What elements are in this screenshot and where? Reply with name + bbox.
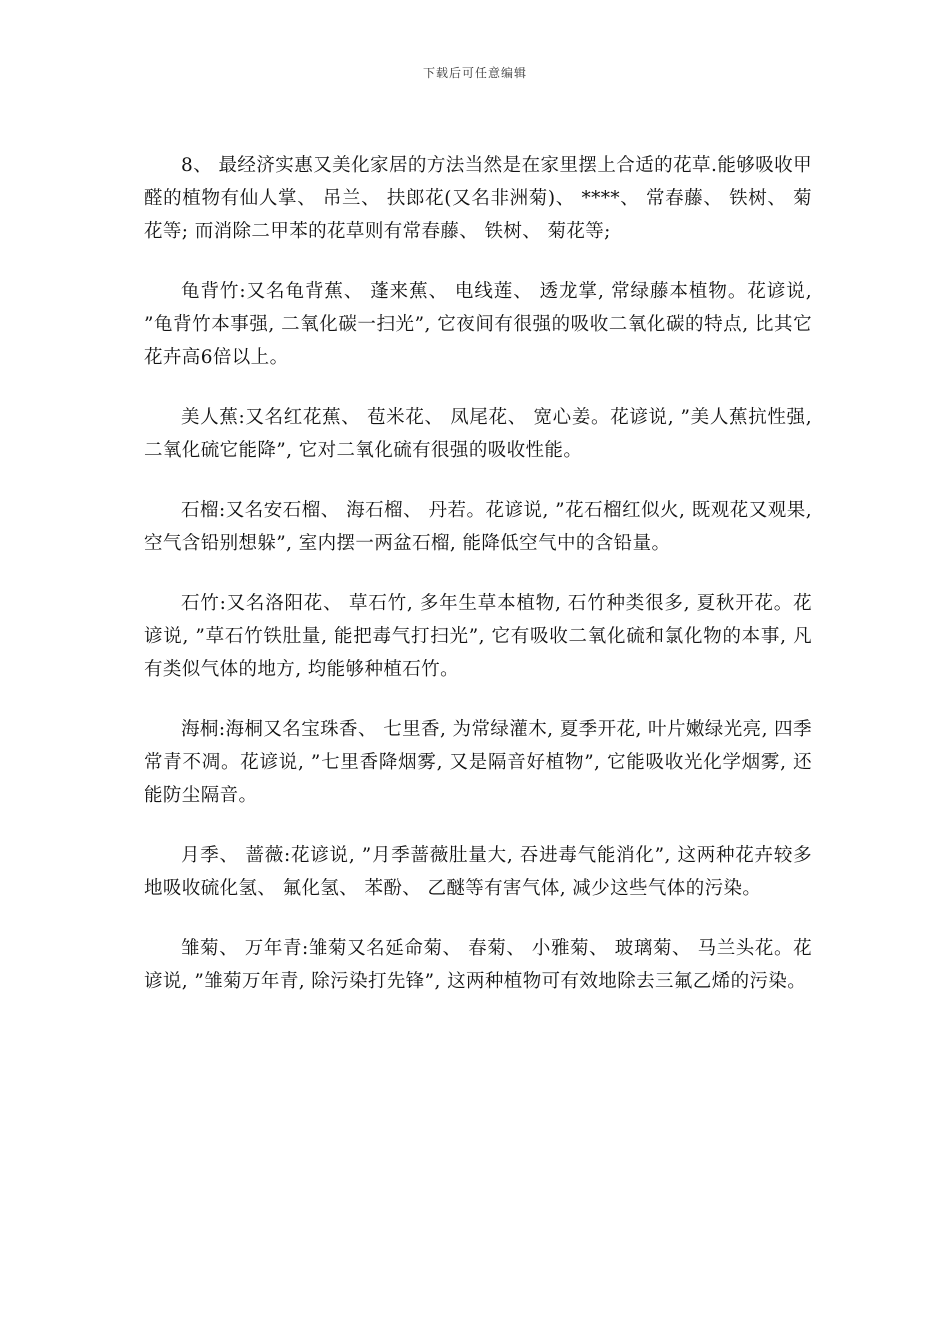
paragraph-formaldehyde-plants: 8、 最经济实惠又美化家居的方法当然是在家里摆上合适的花草.能够吸收甲醛的植物有仙人掌、 吊兰、 扶郎花(又名非洲菊)、 ****、 常春藤、 铁树、 菊花等; 而消除二甲苯的花草则有常春藤、 铁树、 菊花等;	[144, 155, 812, 242]
paragraph-canna: 美人蕉:又名红花蕉、 苞米花、 凤尾花、 宽心姜。花谚说, ”美人蕉抗性强, 二氧化硫它能降”, 它对二氧化硫有很强的吸收性能。	[144, 407, 812, 461]
paragraph-daisy: 雏菊、 万年青:雏菊又名延命菊、 春菊、 小雅菊、 玻璃菊、 马兰头花。花谚说, ”雏菊万年青, 除污染打先锋”, 这两种植物可有效地除去三氟乙烯的污染。	[144, 938, 812, 992]
paragraph-pittosporum: 海桐:海桐又名宝珠香、 七里香, 为常绿灌木, 夏季开花, 叶片嫩绿光亮, 四季常青不凋。花谚说, ”七里香降烟雾, 又是隔音好植物”, 它能吸收光化学烟雾, 还能防尘隔音。	[144, 719, 812, 806]
paragraph-pomegranate: 石榴:又名安石榴、 海石榴、 丹若。花谚说, ”花石榴红似火, 既观花又观果, 空气含铅别想躲”, 室内摆一两盆石榴, 能降低空气中的含铅量。	[144, 500, 812, 554]
page-header: 下载后可任意编辑	[422, 66, 527, 80]
paragraph-monstera: 龟背竹:又名龟背蕉、 蓬来蕉、 电线莲、 透龙掌, 常绿藤本植物。花谚说, ”龟背竹本事强, 二氧化碳一扫光”, 它夜间有很强的吸收二氧化碳的特点, 比其它花卉高6倍以上。	[144, 281, 812, 368]
paragraph-rose: 月季、 蔷薇:花谚说, ”月季蔷薇肚量大, 吞进毒气能消化”, 这两种花卉较多地吸收硫化氢、 氟化氢、 苯酚、 乙醚等有害气体, 减少这些气体的污染。	[144, 845, 812, 899]
document-body	[144, 149, 812, 1025]
paragraph-dianthus: 石竹:又名洛阳花、 草石竹, 多年生草本植物, 石竹种类很多, 夏秋开花。花谚说, ”草石竹铁肚量, 能把毒气打扫光”, 它有吸收二氧化硫和氯化物的本事, 凡有类似气体的地方, 均能够种植石竹。	[144, 593, 812, 680]
